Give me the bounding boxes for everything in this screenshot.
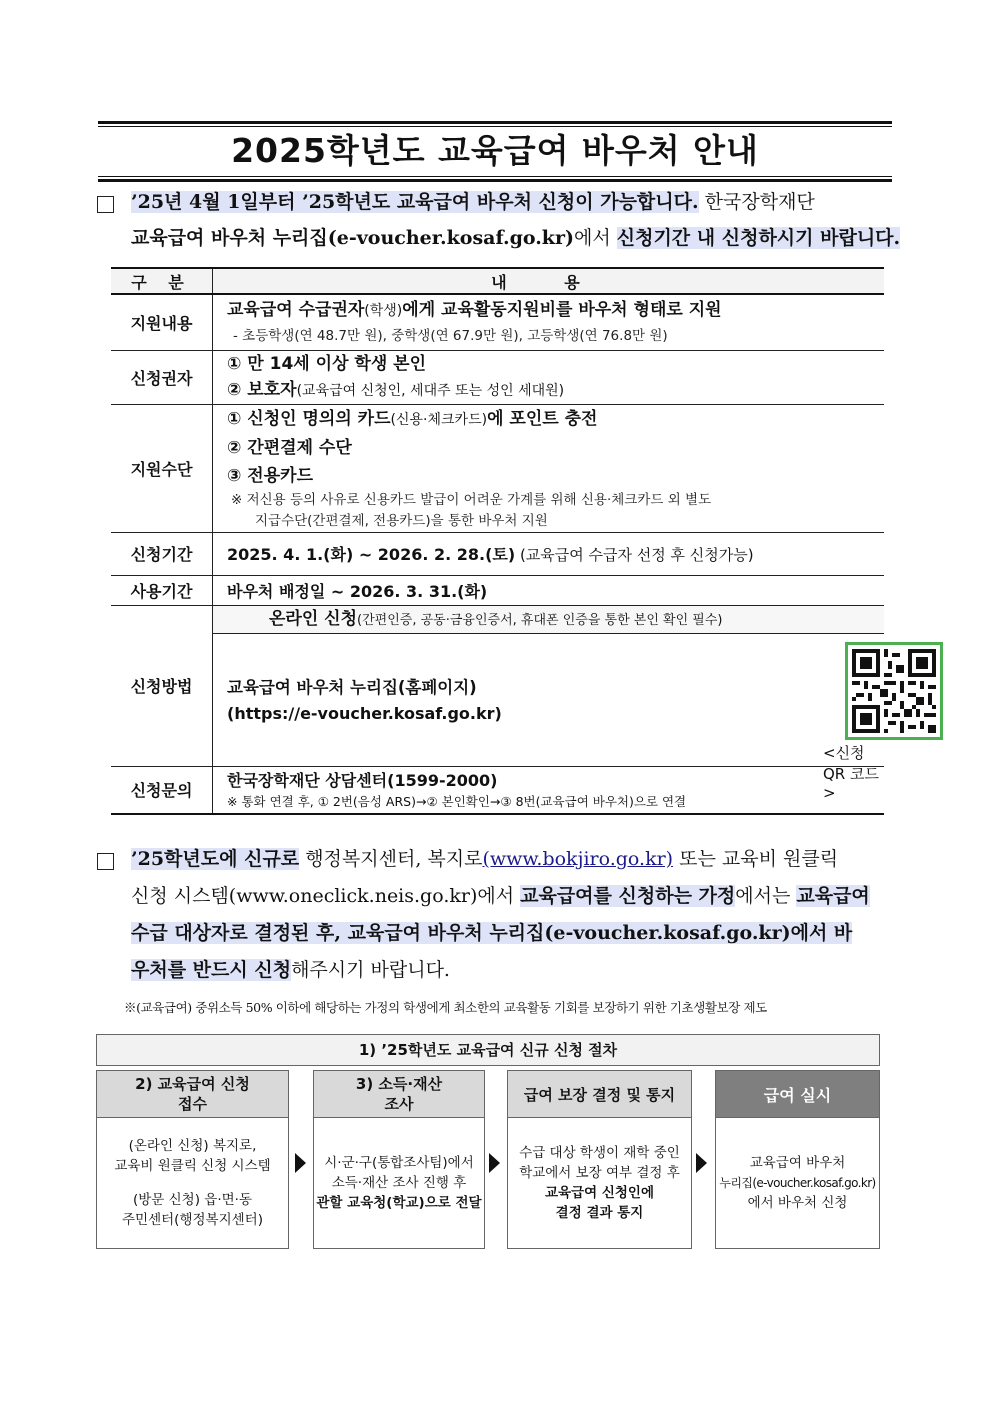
- voucher-site-name: 교육급여 바우처 누리집(홈페이지): [227, 677, 477, 697]
- flow-title: 1) ’25학년도 교육급여 신규 신청 절차: [96, 1034, 880, 1066]
- flow-step-receipt: 2) 교육급여 신청 접수 (온라인 신청) 복지로, 교육비 원클릭 신청 시스템 (방문 신청) 읍·면·동 주민센터(행정복지센터): [96, 1070, 289, 1249]
- arrow-right-icon: [696, 1153, 707, 1173]
- title-rule-top-thin: [98, 126, 892, 127]
- table-row-applicant: 신청권자 ① 만 14세 이상 학생 본인 ② 보호자(교육급여 신청인, 세대주 또는 성인 세대원): [111, 350, 884, 404]
- intro-request: 신청기간 내 신청하시기 바랍니다.: [616, 227, 901, 249]
- intro-paragraph: ’25년 4월 1일부터 ’25학년도 교육급여 바우처 신청이 가능합니다. 한국장학재단 교육급여 바우처 누리집(e-voucher.kosaf.go.kr)에서 신청기간 내 신청하시기 바랍니다.: [131, 191, 901, 249]
- table-row-support-method: 지원수단 ① 신청인 명의의 카드(신용·체크카드)에 포인트 충전 ② 간편결제 수단 ③ 전용카드 ※ 저신용 등의 사유로 신용카드 발급이 어려운 가계를 위해 신용·체크카드 외 별도 지급수단(간편결제, 전용카드)을 통한 바우처 지원: [111, 404, 884, 532]
- flow-step-decision: 급여 보장 결정 및 통지 수급 대상 학생이 재학 중인 학교에서 보장 여부 결정 후 교육급여 신청인에 결정 결과 통지: [507, 1070, 692, 1249]
- online-apply-header: 온라인 신청(간편인증, 공동·금융인증서, 휴대폰 인증을 통한 본인 확인 필수): [213, 606, 884, 634]
- checkbox-icon: [97, 853, 114, 870]
- arrow-right-icon: [295, 1153, 306, 1173]
- table-row-apply-method: 신청방법 온라인 신청(간편인증, 공동·금융인증서, 휴대폰 인증을 통한 본인 확인 필수) 교육급여 바우처 누리집(홈페이지) (https://e-voucher.kosaf.go.kr) <신청 QR 코드>: [111, 605, 884, 766]
- title-rule-top: [98, 121, 892, 124]
- intro-highlight: ’25년 4월 1일부터 ’25학년도 교육급여 바우처 신청이 가능합니다.: [131, 191, 699, 213]
- flow-step-investigation: 3) 소득·재산 조사 시·군·구(통합조사팀)에서 소득·재산 조사 진행 후 관할 교육청(학교)으로 전달: [313, 1070, 485, 1249]
- voucher-info-table: [111, 267, 884, 815]
- table-row-apply-period: 신청기간 2025. 4. 1.(화) ~ 2026. 2. 28.(토) (교육급여 수급자 선정 후 신청가능): [111, 532, 884, 575]
- intro-site: 교육급여 바우처 누리집(e-voucher.kosaf.go.kr): [131, 227, 574, 249]
- title-rule-bottom: [98, 179, 892, 182]
- table-row-support-content: 지원내용 교육급여 수급권자(학생)에게 교육활동지원비를 바우처 형태로 지원 - 초등학생(연 48.7만 원), 중학생(연 67.9만 원), 고등학생(연 76.8만 원): [111, 294, 884, 350]
- voucher-site-url[interactable]: (https://e-voucher.kosaf.go.kr): [227, 703, 502, 723]
- checkbox-icon: [97, 196, 114, 213]
- flow-step-payment: 급여 실시 교육급여 바우처 누리집(e-voucher.kosaf.go.kr) 에서 바우처 신청: [715, 1070, 880, 1249]
- footnote: ※(교육급여) 중위소득 50% 이하에 해당하는 가정의 학생에게 최소한의 교육활동 기회를 보장하기 위한 기초생활보장 제도: [124, 1000, 767, 1015]
- title-rule-bottom-thin: [98, 176, 892, 177]
- table-row-use-period: 사용기간 바우처 배정일 ~ 2026. 3. 31.(화): [111, 575, 884, 605]
- table-header: 구 분 내 용: [111, 268, 884, 294]
- arrow-right-icon: [489, 1153, 500, 1173]
- qr-caption: <신청 QR 코드>: [823, 743, 879, 802]
- second-paragraph: ’25학년도에 신규로 행정복지센터, 복지로(www.bokjiro.go.kr) 또는 교육비 원클릭 신청 시스템(www.oneclick.neis.go.kr)에서 교육급여를 신청하는 가정에서는 교육급여 수급 대상자로 결정된 후, 교육급여 바우처 누리집(e-voucher.kosaf.go.kr)에서 바 우처를 반드시 신청해주시기 바랍니다.: [131, 848, 870, 981]
- qr-code-icon[interactable]: [845, 642, 943, 740]
- table-row-inquiry: 신청문의 한국장학재단 상담센터(1599-2000) ※ 통화 연결 후, ① 2번(음성 ARS)→② 본인확인→③ 8번(교육급여 바우처)으로 연결: [111, 766, 884, 814]
- qr-code-graphic: [848, 645, 940, 737]
- bokjiro-link[interactable]: (www.bokjiro.go.kr): [482, 848, 674, 870]
- page-title: 2025학년도 교육급여 바우처 안내: [231, 131, 759, 170]
